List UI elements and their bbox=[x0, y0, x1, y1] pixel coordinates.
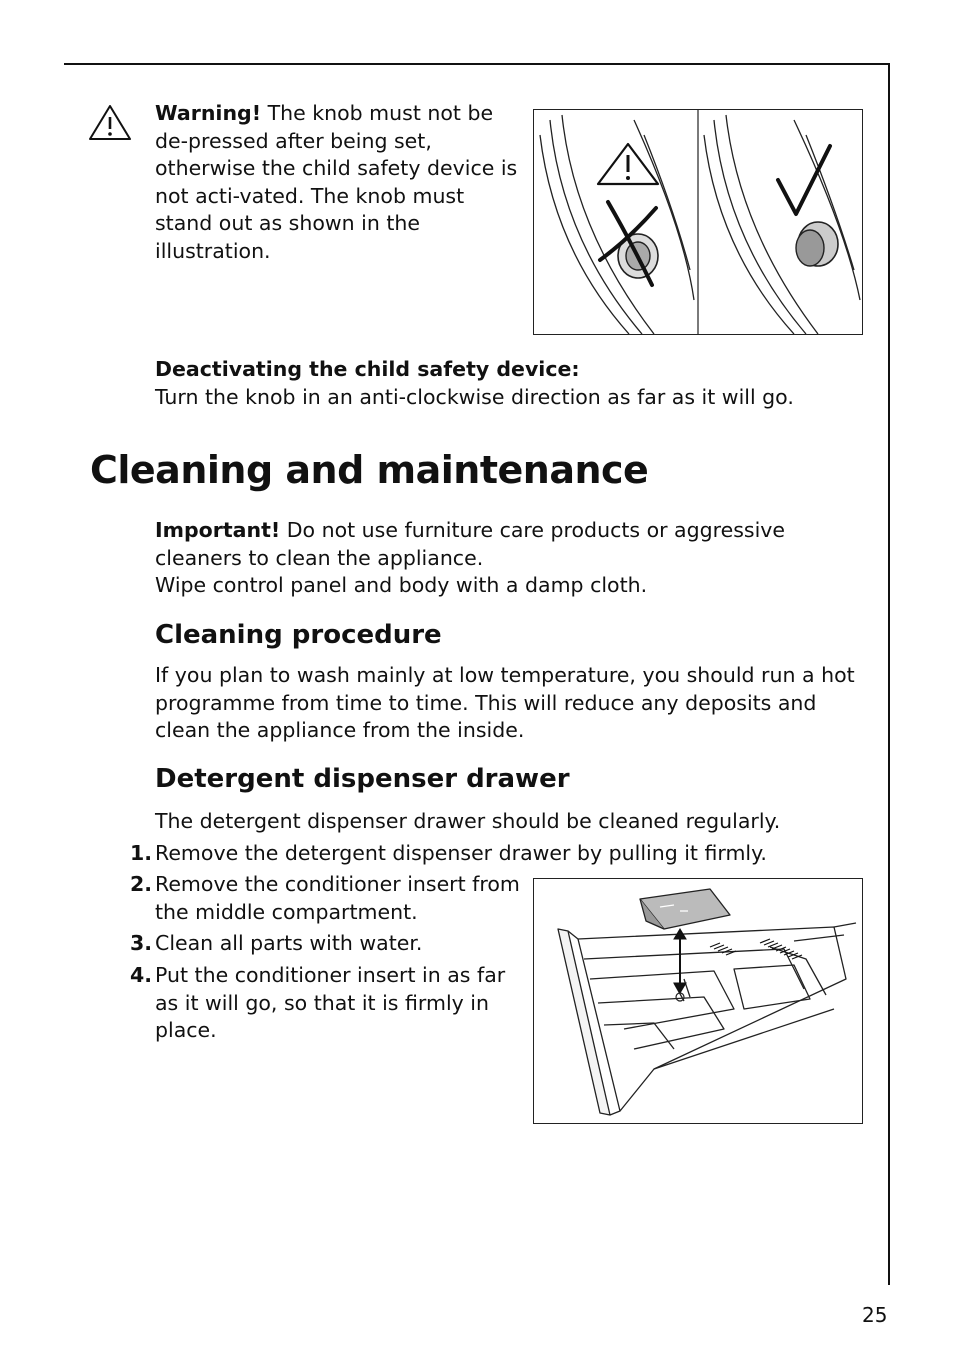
detergent-drawer-intro: The detergent dispenser drawer should be cleaned regularly. bbox=[155, 809, 781, 833]
step-3 bbox=[130, 930, 525, 958]
step-4 bbox=[130, 962, 525, 1045]
detergent-drawer-heading: Detergent dispenser drawer bbox=[155, 764, 570, 794]
deactivating-title: Deactivating the child safety device: bbox=[155, 357, 580, 381]
warning-triangle-icon bbox=[88, 104, 132, 142]
knob-protruding bbox=[796, 222, 838, 266]
important-label: Important! bbox=[155, 518, 281, 542]
double-arrow-icon bbox=[674, 929, 686, 993]
important-line2: Wipe control panel and body with a damp cloth. bbox=[155, 573, 648, 597]
drawer-illustration bbox=[533, 878, 863, 1124]
step-text: Clean all parts with water. bbox=[155, 931, 423, 955]
page-number: 25 bbox=[862, 1303, 888, 1327]
important-text: Do not use furniture care products or aggressive cleaners to clean the appliance. bbox=[155, 518, 786, 570]
step-number: 4. bbox=[130, 963, 153, 987]
step-number: 3. bbox=[130, 931, 153, 955]
warning-text: The knob must not be de-pressed after being set, otherwise the child safety device is not acti-vated. The knob must stand out as shown in the illustration. bbox=[155, 101, 518, 263]
step-text: Put the conditioner insert in as far as it will go, so that it is firmly in place. bbox=[155, 963, 506, 1042]
step-2 bbox=[130, 871, 525, 926]
page-heading: Cleaning and maintenance bbox=[90, 448, 649, 492]
knob-illustration bbox=[533, 109, 863, 335]
step-number: 1. bbox=[130, 841, 153, 865]
conditioner-insert bbox=[640, 889, 730, 929]
cleaning-procedure-heading: Cleaning procedure bbox=[155, 620, 442, 650]
top-rule bbox=[64, 63, 890, 65]
step-number: 2. bbox=[130, 872, 153, 896]
deactivating-body: Turn the knob in an anti-clockwise direction as far as it will go. bbox=[155, 385, 794, 409]
check-mark-icon bbox=[778, 146, 830, 214]
warning-paragraph bbox=[155, 100, 525, 265]
step-1 bbox=[130, 840, 855, 868]
right-margin-rule bbox=[888, 63, 890, 1285]
important-paragraph bbox=[155, 517, 875, 600]
step-text: Remove the conditioner insert from the middle compartment. bbox=[155, 872, 520, 924]
cleaning-procedure-body: If you plan to wash mainly at low temperature, you should run a hot programme from time to time. This will reduce any deposits and clean the appliance from the inside. bbox=[155, 663, 855, 742]
warning-label: Warning! bbox=[155, 101, 262, 125]
step-text: Remove the detergent dispenser drawer by pulling it firmly. bbox=[155, 841, 767, 865]
